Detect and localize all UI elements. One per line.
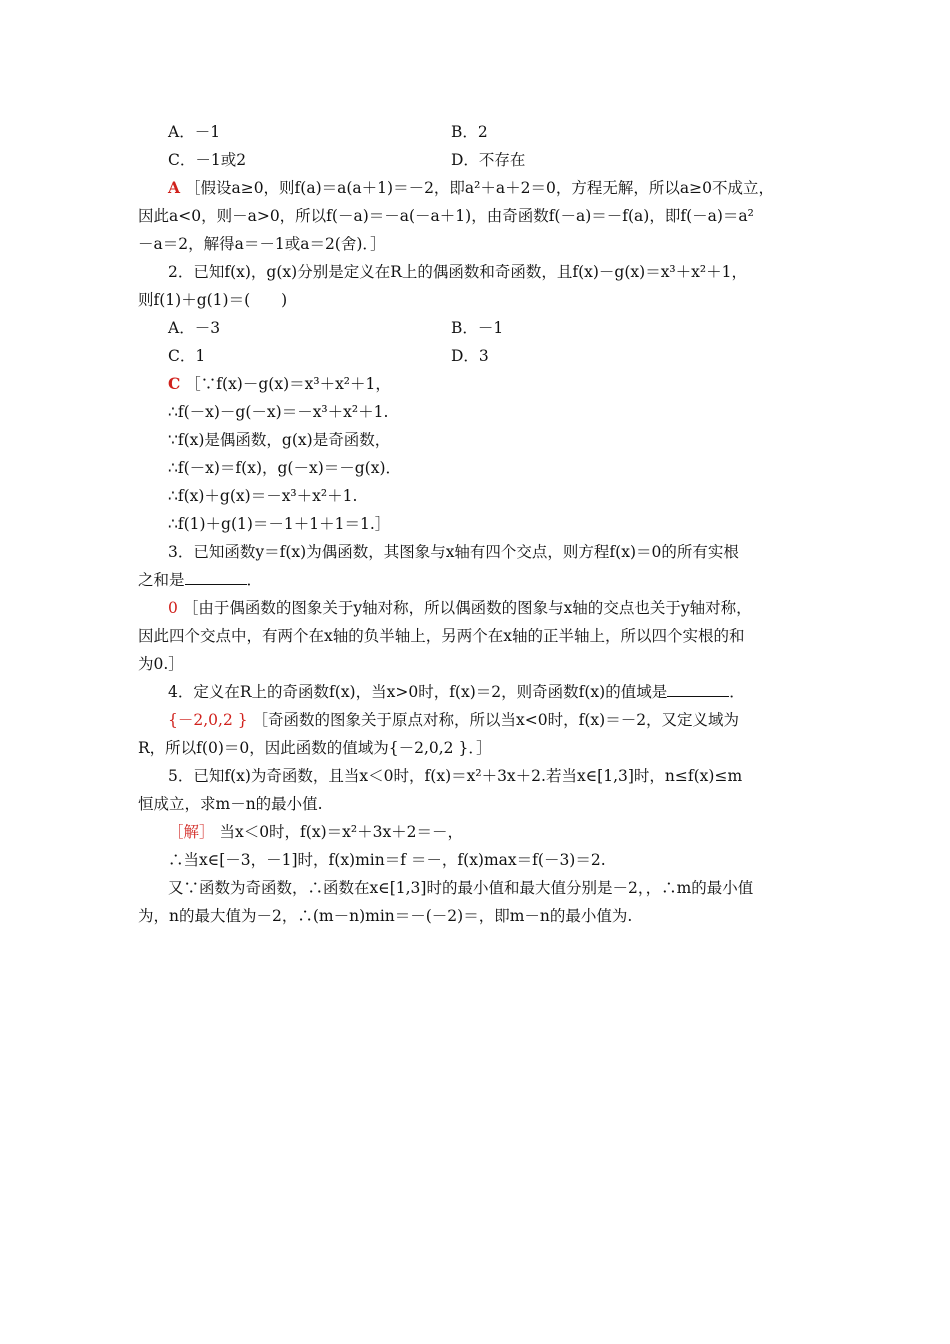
q1-solution-line [168,178,848,202]
q3-stem-suffix: ． [246,571,263,589]
q3-answer-blank [185,570,247,585]
q5-solution-line [168,822,848,846]
q2-option-d: D．3 [451,347,489,365]
q2-solution-text: ［∵f(x)－g(x)＝x³＋x²＋1， [185,375,391,393]
q1-option-c: C．－1或2 [168,151,247,169]
q3-solution-line: 为0.］ [138,655,184,673]
q5-solution-line: 为，n的最大值为－2，∴(m－n)min＝－(－2)＝，即m－n的最小值为. [138,907,633,925]
q1-answer: A [168,178,181,197]
q2-option-a: A．－3 [168,319,221,337]
q5-solution-line: 又∵函数为奇函数，∴函数在x∈[1,3]时的最小值和最大值分别是－2，，∴m的最小值 [168,879,754,897]
q4-stem-prefix: 4．定义在R上的奇函数f(x)，当x>0时，f(x)＝2，则奇函数f(x)的值域是 [168,683,668,701]
q3-stem [138,570,818,594]
q4-stem [168,682,848,706]
q1-option-a: A．－1 [168,123,221,141]
q2-solution-line [168,374,848,398]
q3-stem-prefix: 之和是 [138,571,185,589]
q2-solution-line: ∴f(－x)－g(－x)＝－x³＋x²＋1. [168,403,389,421]
q3-stem: 3．已知函数y＝f(x)为偶函数，其图象与x轴有四个交点，则方程f(x)＝0的所有实根 [168,543,739,561]
q2-solution-line: ∴f(－x)＝f(x)，g(－x)＝－g(x)． [168,459,402,477]
q4-solution-line: R，所以f(0)＝0，因此函数的值域为{－2,0,2 }．］ [138,739,492,757]
q1-solution-line: 因此a<0，则－a>0，所以f(－a)＝－a(－a＋1)，由奇函数f(－a)＝－f(a)，即f(－a)＝a² [138,207,754,225]
q2-answer: C [168,374,181,393]
q3-answer: 0 [168,599,178,617]
q5-solution-line: ∴当x∈[－3，－1]时，f(x)min＝f ＝－，f(x)max＝f(－3)＝2. [168,851,606,869]
q4-solution-line [168,710,848,734]
q3-solution-line: 因此四个交点中，有两个在x轴的负半轴上，另两个在x轴的正半轴上，所以四个实根的和 [138,627,745,645]
q5-stem: 恒成立，求m－n的最小值. [138,795,323,813]
q1-solution-text: ［假设a≥0，则f(a)＝a(a＋1)＝－2，即a²＋a＋2＝0，方程无解，所以a≥0不成立， [184,179,774,197]
q2-solution-line: ∴f(x)＋g(x)＝－x³＋x²＋1. [168,487,358,505]
q4-answer-blank [667,682,729,697]
q2-option-c: C．1 [168,347,206,365]
q5-stem: 5．已知f(x)为奇函数，且当x＜0时，f(x)＝x²＋3x＋2.若当x∈[1,3]时，n≤f(x)≤m [168,767,743,785]
q2-solution-line: ∵f(x)是偶函数，g(x)是奇函数， [168,431,391,449]
q5-solution-text: 当x＜0时，f(x)＝x²＋3x＋2＝－， [219,823,464,841]
q5-solution-label: ［解］ [168,823,215,841]
q3-solution-text: ［由于偶函数的图象关于y轴对称，所以偶函数的图象与x轴的交点也关于y轴对称， [182,599,752,617]
q2-stem: 则f(1)＋g(1)＝( ) [138,291,288,309]
q4-stem-suffix: ． [729,683,745,701]
q2-stem: 2．已知f(x)，g(x)分别是定义在R上的偶函数和奇函数，且f(x)－g(x)＝x³＋x²＋1， [168,263,747,281]
q1-option-b: B．2 [451,123,488,141]
q2-option-b: B．－1 [451,319,504,337]
q4-solution-text: ［奇函数的图象关于原点对称，所以当x<0时，f(x)＝－2，又定义域为 [252,711,740,729]
q3-solution-line [168,598,848,622]
q2-solution-line: ∴f(1)＋g(1)＝－1＋1＋1＝1.］ [168,515,391,533]
q1-option-d: D．不存在 [451,151,526,169]
q4-answer: {－2,0,2 } [168,711,248,729]
q1-solution-line: －a＝2，解得a＝－1或a＝2(舍)．］ [138,235,386,253]
